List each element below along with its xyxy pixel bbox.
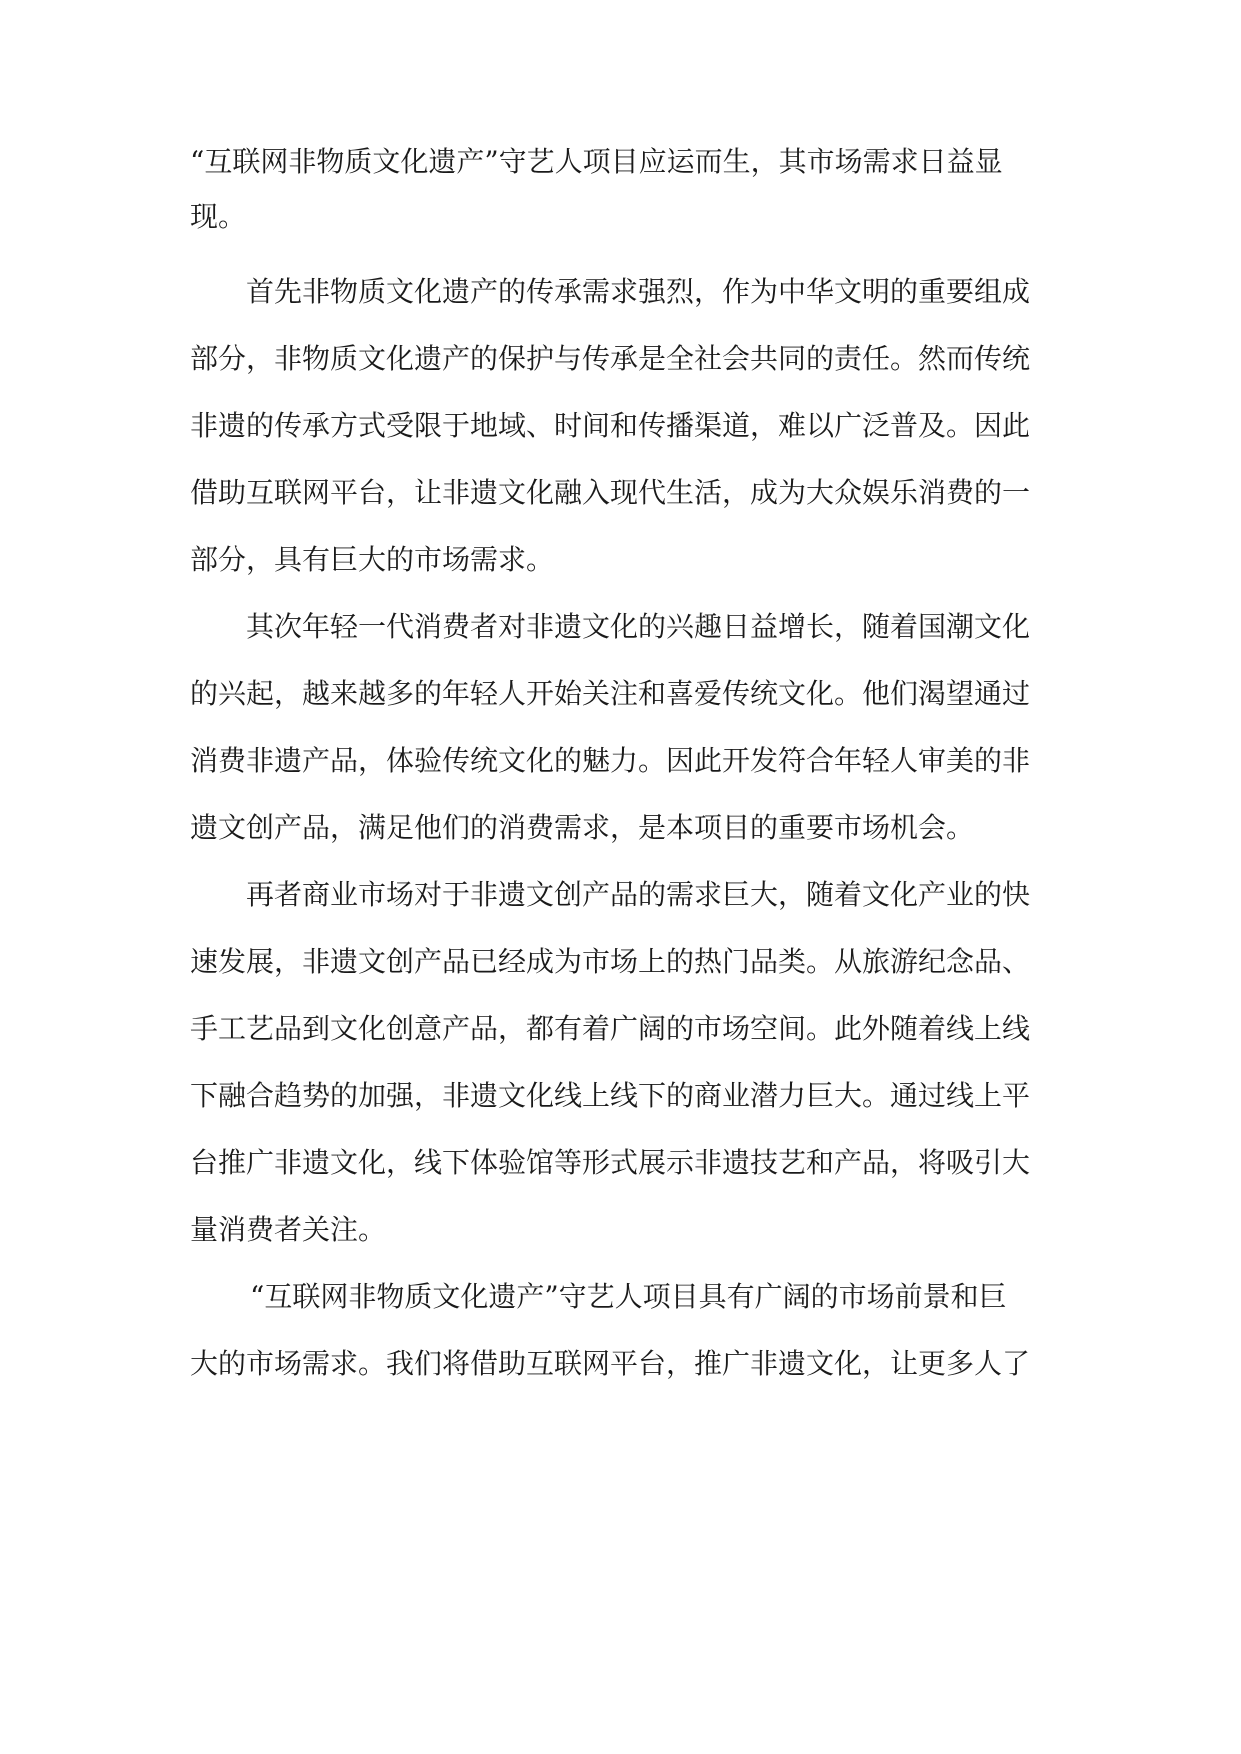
text-line: 其次年轻一代消费者对非遗文化的兴趣日益增长，随着国潮文化	[246, 610, 1031, 643]
text-line: 遗文创产品，满足他们的消费需求，是本项目的重要市场机会。	[190, 811, 975, 844]
text-line: 再者商业市场对于非遗文创产品的需求巨大，随着文化产业的快	[246, 878, 1031, 911]
text-line: 部分，具有巨大的市场需求。	[190, 543, 555, 576]
text-line: “互联网非物质文化遗产”守艺人项目具有广阔的市场前景和巨	[250, 1280, 1007, 1313]
text-line: 手工艺品到文化创意产品，都有着广阔的市场空间。此外随着线上线	[190, 1012, 1031, 1045]
text-line: 部分，非物质文化遗产的保护与传承是全社会共同的责任。然而传统	[190, 342, 1031, 375]
text-line: 首先非物质文化遗产的传承需求强烈，作为中华文明的重要组成	[246, 275, 1031, 308]
text-line: 消费非遗产品，体验传统文化的魅力。因此开发符合年轻人审美的非	[190, 744, 1031, 777]
text-line: 下融合趋势的加强，非遗文化线上线下的商业潜力巨大。通过线上平	[190, 1079, 1031, 1112]
text-line: 量消费者关注。	[190, 1213, 387, 1246]
text-line: 现。	[190, 200, 247, 233]
text-line: “互联网非物质文化遗产”守艺人项目应运而生，其市场需求日益显	[190, 145, 1003, 178]
text-line: 速发展，非遗文创产品已经成为市场上的热门品类。从旅游纪念品、	[190, 945, 1031, 978]
text-line: 台推广非遗文化，线下体验馆等形式展示非遗技艺和产品，将吸引大	[190, 1146, 1031, 1179]
text-line: 的兴起，越来越多的年轻人开始关注和喜爱传统文化。他们渴望通过	[190, 677, 1031, 710]
text-line: 大的市场需求。我们将借助互联网平台，推广非遗文化，让更多人了	[190, 1347, 1031, 1380]
text-line: 非遗的传承方式受限于地域、时间和传播渠道，难以广泛普及。因此	[190, 409, 1031, 442]
text-line: 借助互联网平台，让非遗文化融入现代生活，成为大众娱乐消费的一	[190, 476, 1031, 509]
